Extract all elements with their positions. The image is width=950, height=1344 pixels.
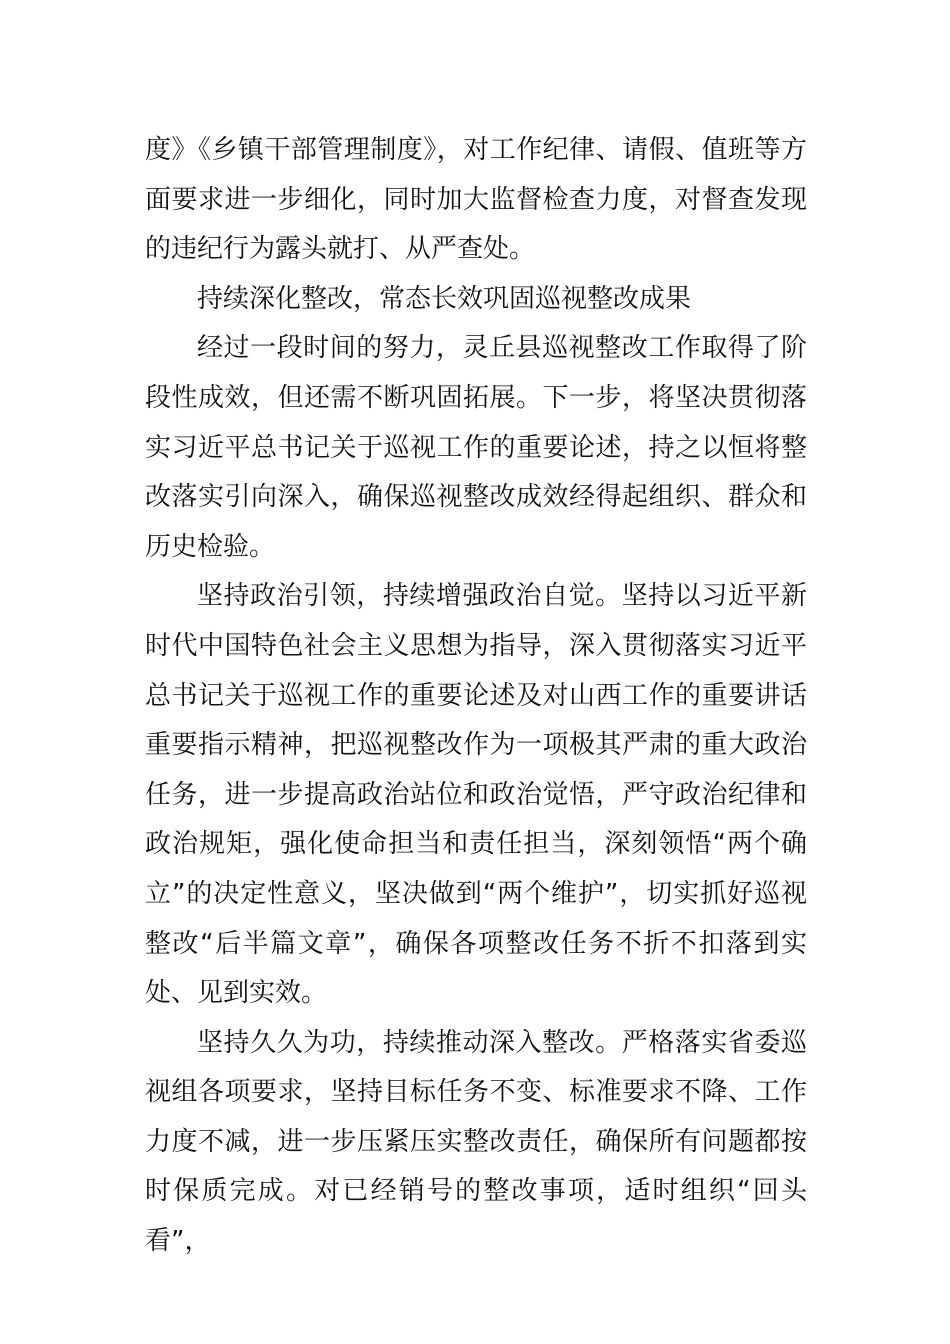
paragraph-persistent-rectification: 坚持久久为功，持续推动深入整改。严格落实省委巡视组各项要求，坚持目标任务不变、标准要求不降、工作力度不减，进一步压紧压实整改责任，确保所有问题都按时保质完成。对已经销号的整改事项，适时组织“回头看”， (145, 1027, 807, 1257)
paragraph-regulations-continuation: 度》《乡镇干部管理制度》，对工作纪律、请假、值班等方面要求进一步细化，同时加大监督检查力度，对督查发现的违纪行为露头就打、从严查处。 (145, 135, 807, 265)
paragraph-political-leadership: 坚持政治引领，持续增强政治自觉。坚持以习近平新时代中国特色社会主义思想为指导，深入贯彻落实习近平总书记关于巡视工作的重要论述及对山西工作的重要讲话重要指示精神，把巡视整改作为一项极其严肃的重大政治任务，进一步提高政治站位和政治觉悟，严守政治纪律和政治规矩，强化使命担当和责任担当，深刻领悟“两个确立”的决定性意义，坚决做到“两个维护”，切实抓好巡视整改“后半篇文章”，确保各项整改任务不折不扣落到实处、见到实效。 (145, 581, 807, 1009)
paragraph-next-steps: 经过一段时间的努力，灵丘县巡视整改工作取得了阶段性成效，但还需不断巩固拓展。下一步，将坚决贯彻落实习近平总书记关于巡视工作的重要论述，持之以恒将整改落实引向深入，确保巡视整改成效经得起组织、群众和历史检验。 (145, 333, 807, 562)
section-heading: 持续深化整改，常态长效巩固巡视整改成果 (197, 283, 692, 314)
document-body (145, 126, 807, 1267)
